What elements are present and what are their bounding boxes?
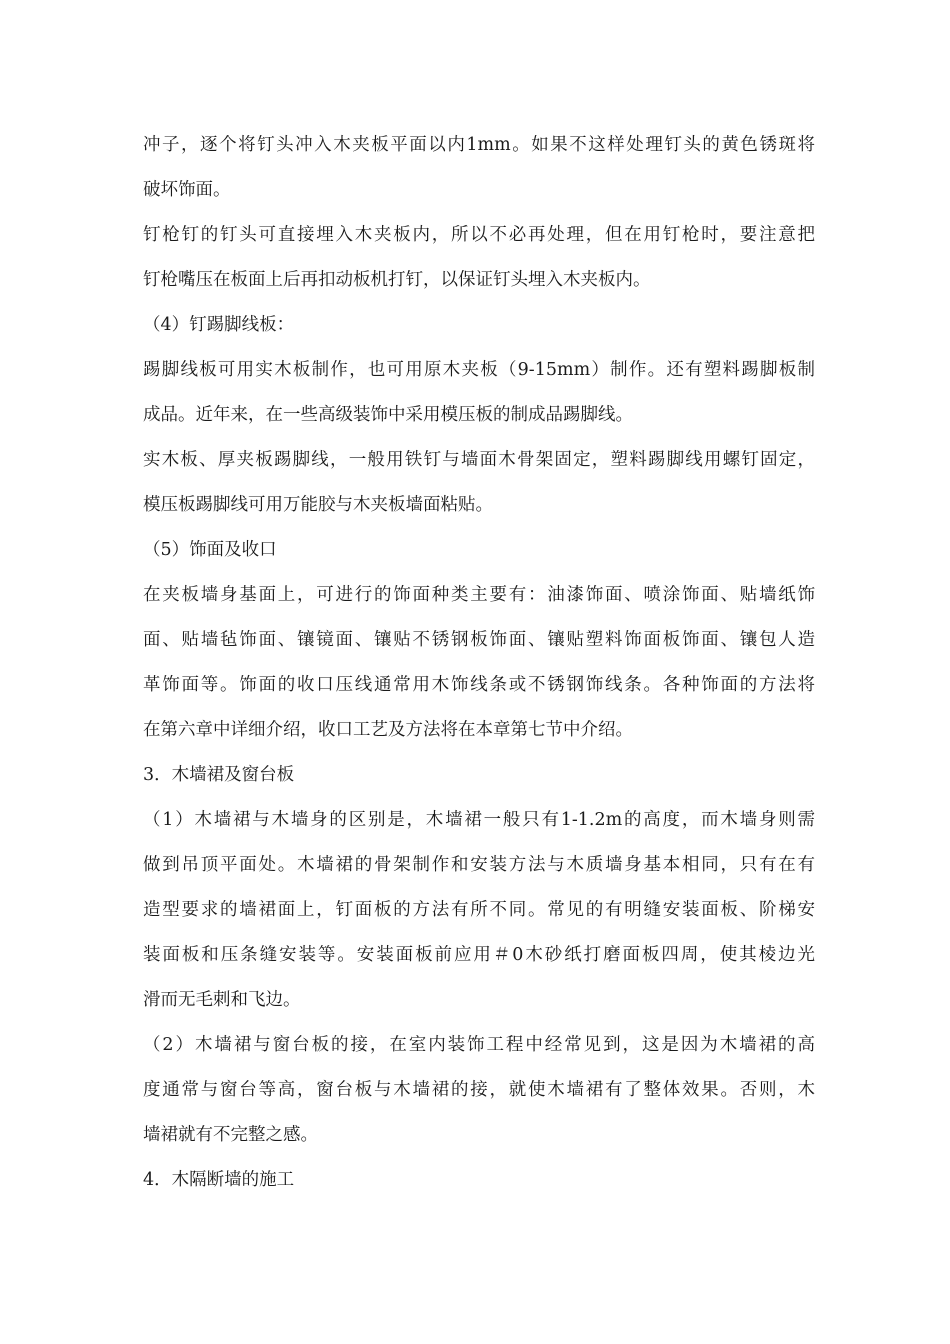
text-line: 钉枪嘴压在板面上后再扣动板机打钉，以保证钉头埋入木夹板内。	[143, 270, 651, 290]
text-line: （1）木墙裙与木墙身的区别是，木墙裙一般只有1-1.2m的高度，而木墙身则需	[143, 810, 815, 830]
text-line: （4）钉踢脚线板：	[143, 315, 295, 335]
text-line: 钉枪钉的钉头可直接埋入木夹板内，所以不必再处理，但在用钉枪时，要注意把	[143, 225, 815, 245]
document-body-text	[143, 123, 815, 1203]
text-line: 装面板和压条缝安装等。安装面板前应用＃0木砂纸打磨面板四周，使其棱边光	[143, 945, 815, 965]
text-line: 革饰面等。饰面的收口压线通常用木饰线条或不锈钢饰线条。各种饰面的方法将	[143, 675, 815, 695]
text-line: 踢脚线板可用实木板制作，也可用原木夹板（9-15mm）制作。还有塑料踢脚板制	[143, 360, 815, 380]
text-line: 墙裙就有不完整之感。	[143, 1125, 318, 1145]
text-line: 3．木墙裙及窗台板	[143, 765, 295, 785]
text-line: 在第六章中详细介绍，收口工艺及方法将在本章第七节中介绍。	[143, 720, 633, 740]
text-line: 冲子，逐个将钉头冲入木夹板平面以内1mm。如果不这样处理钉头的黄色锈斑将	[143, 135, 815, 155]
text-line: 滑而无毛刺和飞边。	[143, 990, 301, 1010]
text-line: 破坏饰面。	[143, 180, 231, 200]
text-line: 做到吊顶平面处。木墙裙的骨架制作和安装方法与木质墙身基本相同，只有在有	[143, 855, 815, 875]
text-line: 模压板踢脚线可用万能胶与木夹板墙面粘贴。	[143, 495, 493, 515]
text-line: 在夹板墙身基面上，可进行的饰面种类主要有：油漆饰面、喷涂饰面、贴墙纸饰	[143, 585, 815, 605]
text-line: 成品。近年来，在一些高级装饰中采用模压板的制成品踢脚线。	[143, 405, 633, 425]
text-line: 造型要求的墙裙面上，钉面板的方法有所不同。常见的有明缝安装面板、阶梯安	[143, 900, 815, 920]
text-line: 实木板、厚夹板踢脚线，一般用铁钉与墙面木骨架固定，塑料踢脚线用螺钉固定，	[143, 450, 815, 470]
text-line: （5）饰面及收口	[143, 540, 277, 560]
text-line: 4．木隔断墙的施工	[143, 1170, 295, 1190]
text-line: （2）木墙裙与窗台板的接，在室内装饰工程中经常见到，这是因为木墙裙的高	[143, 1035, 815, 1055]
text-line: 度通常与窗台等高，窗台板与木墙裙的接，就使木墙裙有了整体效果。否则，木	[143, 1080, 815, 1100]
text-line: 面、贴墙毡饰面、镶镜面、镶贴不锈钢板饰面、镶贴塑料饰面板饰面、镶包人造	[143, 630, 815, 650]
